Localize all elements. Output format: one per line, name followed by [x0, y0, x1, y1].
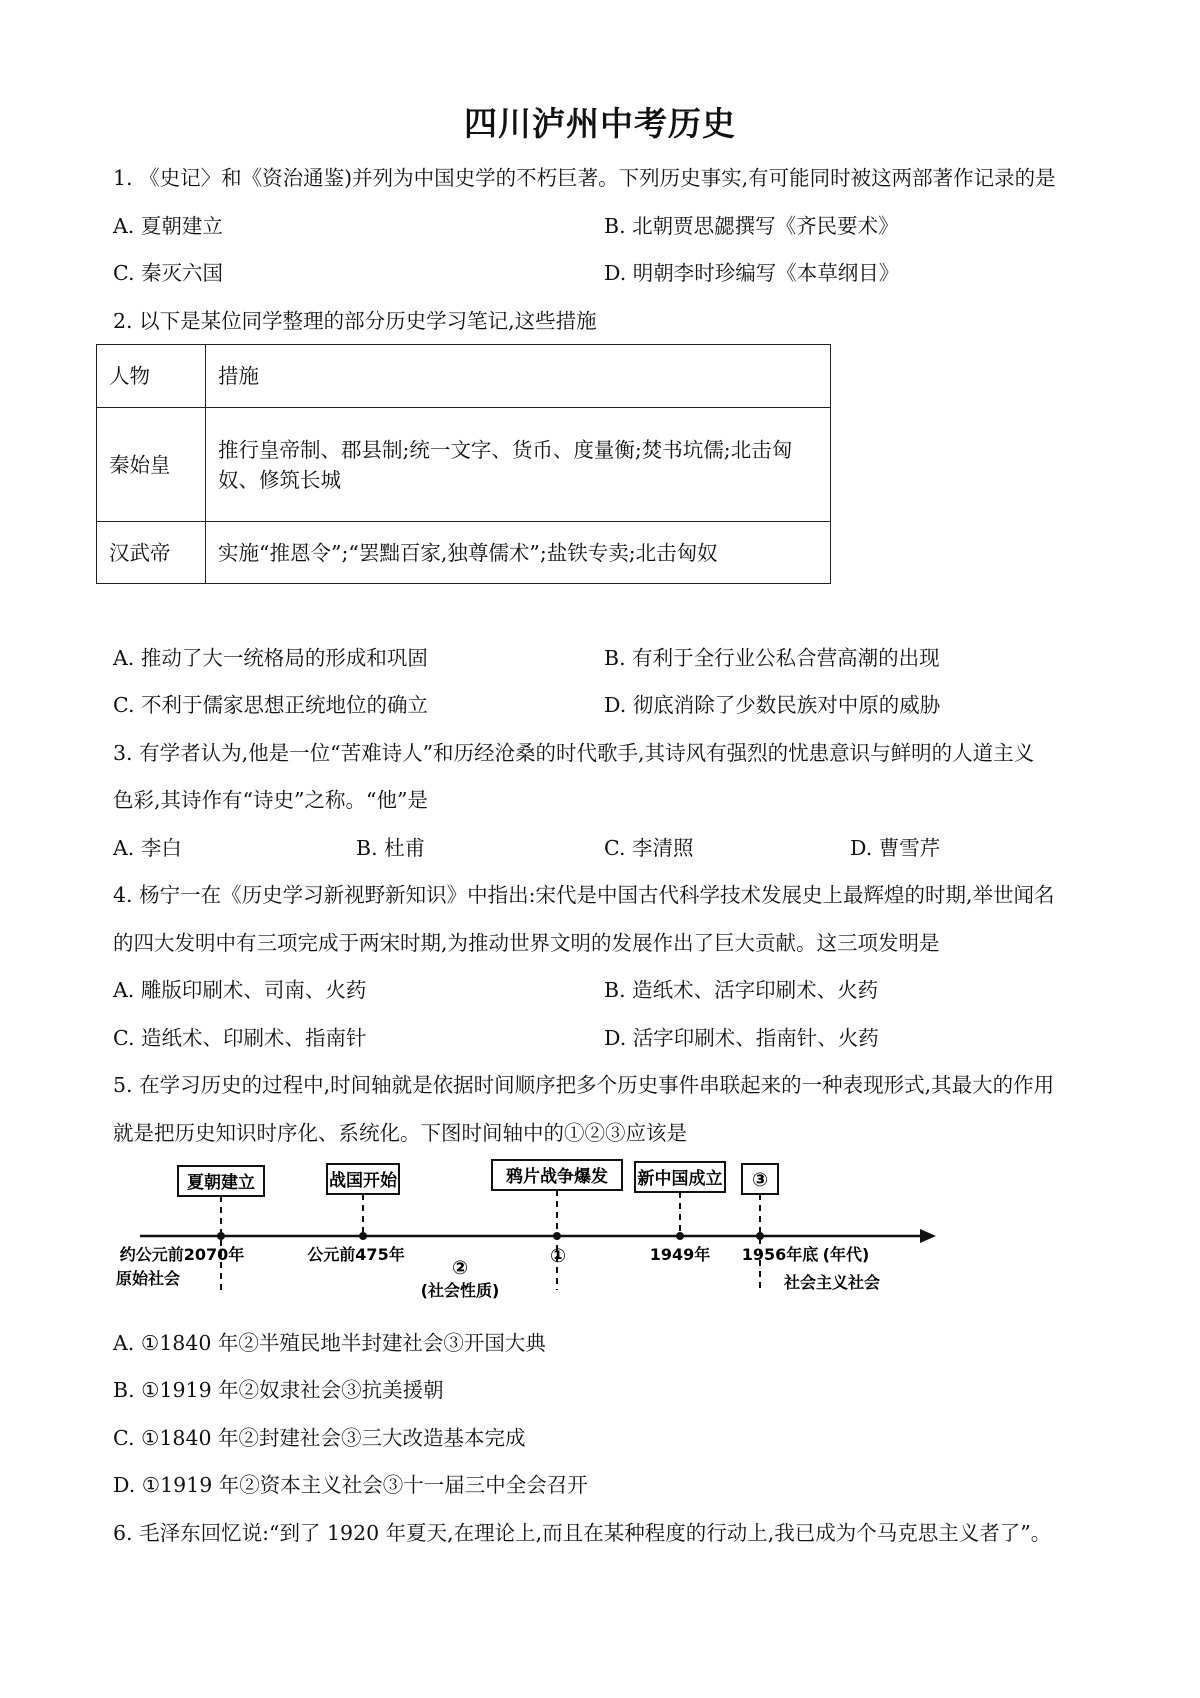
- q2-stem: 2. 以下是某位同学整理的部分历史学习笔记,这些措施: [113, 309, 597, 333]
- q1-option-a: A. 夏朝建立: [113, 214, 223, 238]
- q1-stem: 1. 《史记〉和《资治通鉴)并列为中国史学的不朽巨著。下列历史事实,有可能同时被这两部著作记录的是: [113, 166, 1056, 190]
- event-date: 1949年: [649, 1245, 711, 1264]
- q4-option-c: C. 造纸术、印刷术、指南针: [113, 1026, 367, 1050]
- event-label: 新中国成立: [637, 1169, 723, 1189]
- event-label: 夏朝建立: [187, 1173, 255, 1193]
- q2-option-a: A. 推动了大一统格局的形成和巩固: [113, 646, 428, 670]
- q3-stem-line2: 色彩,其诗作有“诗史”之称。“他”是: [113, 788, 428, 812]
- period-label: (社会性质): [420, 1281, 500, 1300]
- table-header-measures: 措施: [206, 345, 831, 408]
- event-dot: [676, 1232, 684, 1240]
- event-label: 战国开始: [329, 1171, 397, 1191]
- q3-stem-line1: 3. 有学者认为,他是一位“苦难诗人”和历经沧桑的时代歌手,其诗风有强烈的忧患意识与鲜明的人道主义: [113, 741, 1035, 765]
- event-dot: [217, 1232, 225, 1240]
- q2-option-b: B. 有利于全行业公私合营高潮的出现: [604, 646, 940, 670]
- table-cell-person: 秦始皇: [97, 408, 206, 522]
- q3-option-b: B. 杜甫: [356, 836, 426, 860]
- table-header-row: [97, 345, 831, 408]
- q6-stem: 6. 毛泽东回忆说:“到了 1920 年夏天,在理论上,而且在某种程度的行动上,我已成为个马克思主义者了”。: [113, 1521, 1052, 1545]
- q4-option-d: D. 活字印刷术、指南针、火药: [604, 1026, 879, 1050]
- q4-stem-line1: 4. 杨宁一在《历史学习新视野新知识》中指出:宋代是中国古代科学技术发展史上最辉煌的时期,举世闻名: [113, 883, 1055, 907]
- event-date: 公元前475年: [307, 1245, 405, 1264]
- q3-option-d: D. 曹雪芹: [850, 836, 941, 860]
- q3-option-c: C. 李清照: [604, 836, 694, 860]
- table-cell-measures: [206, 408, 831, 522]
- q2-option-d: D. 彻底消除了少数民族对中原的威胁: [604, 693, 941, 717]
- q2-option-c: C. 不利于儒家思想正统地位的确立: [113, 693, 428, 717]
- table-cell-person: 汉武帝: [97, 522, 206, 584]
- table-row: [97, 408, 831, 522]
- q5-option-a: A. ①1840 年②半殖民地半封建社会③开国大典: [113, 1331, 546, 1355]
- q1-option-c: C. 秦灭六国: [113, 261, 223, 285]
- q5-option-d: D. ①1919 年②资本主义社会③十一届三中全会召开: [113, 1473, 588, 1497]
- event-dot: [553, 1232, 561, 1240]
- q5-stem-line2: 就是把历史知识时序化、系统化。下图时间轴中的①②③应该是: [113, 1121, 687, 1145]
- table-header-person: 人物: [97, 345, 206, 408]
- table-cell-text: 推行皇帝制、郡县制;统一文字、货币、度量衡;焚书坑儒;北击匈奴、修筑长城: [218, 437, 793, 492]
- arrow-head-icon: [920, 1229, 936, 1243]
- study-notes-table: [96, 344, 831, 584]
- period-label: 原始社会: [115, 1269, 181, 1288]
- event-dot: [756, 1232, 764, 1240]
- event-dot: [359, 1232, 367, 1240]
- page-title: 四川泸州中考历史: [464, 104, 736, 143]
- q4-option-a: A. 雕版印刷术、司南、火药: [113, 978, 367, 1002]
- q1-option-b: B. 北朝贾思勰撰写《齐民要术》: [604, 214, 899, 238]
- axis-unit-label: (年代): [822, 1245, 870, 1264]
- period-label: ②: [451, 1257, 469, 1279]
- event-date: ①: [549, 1245, 567, 1267]
- table-cell-measures: 实施“推恩令”;“罢黜百家,独尊儒术”;盐铁专卖;北击匈奴: [206, 522, 831, 584]
- q3-option-a: A. 李白: [113, 836, 182, 860]
- timeline-figure: [100, 1150, 960, 1302]
- q1-option-d: D. 明朝李时珍编写《本草纲目》: [604, 261, 900, 285]
- period-label: 社会主义社会: [783, 1273, 881, 1292]
- q5-option-b: B. ①1919 年②奴隶社会③抗美援朝: [113, 1378, 444, 1402]
- event-label: 鸦片战争爆发: [506, 1167, 608, 1187]
- table-row: [97, 522, 831, 584]
- q4-stem-line2: 的四大发明中有三项完成于两宋时期,为推动世界文明的发展作出了巨大贡献。这三项发明是: [113, 931, 940, 955]
- q4-option-b: B. 造纸术、活字印刷术、火药: [604, 978, 879, 1002]
- q5-stem-line1: 5. 在学习历史的过程中,时间轴就是依据时间顺序把多个历史事件串联起来的一种表现形式,其最大的作用: [113, 1073, 1055, 1097]
- event-date: 约公元前2070年: [119, 1245, 245, 1264]
- event-label: ③: [751, 1169, 769, 1191]
- event-date: 1956年底: [741, 1245, 819, 1264]
- q5-option-c: C. ①1840 年②封建社会③三大改造基本完成: [113, 1426, 526, 1450]
